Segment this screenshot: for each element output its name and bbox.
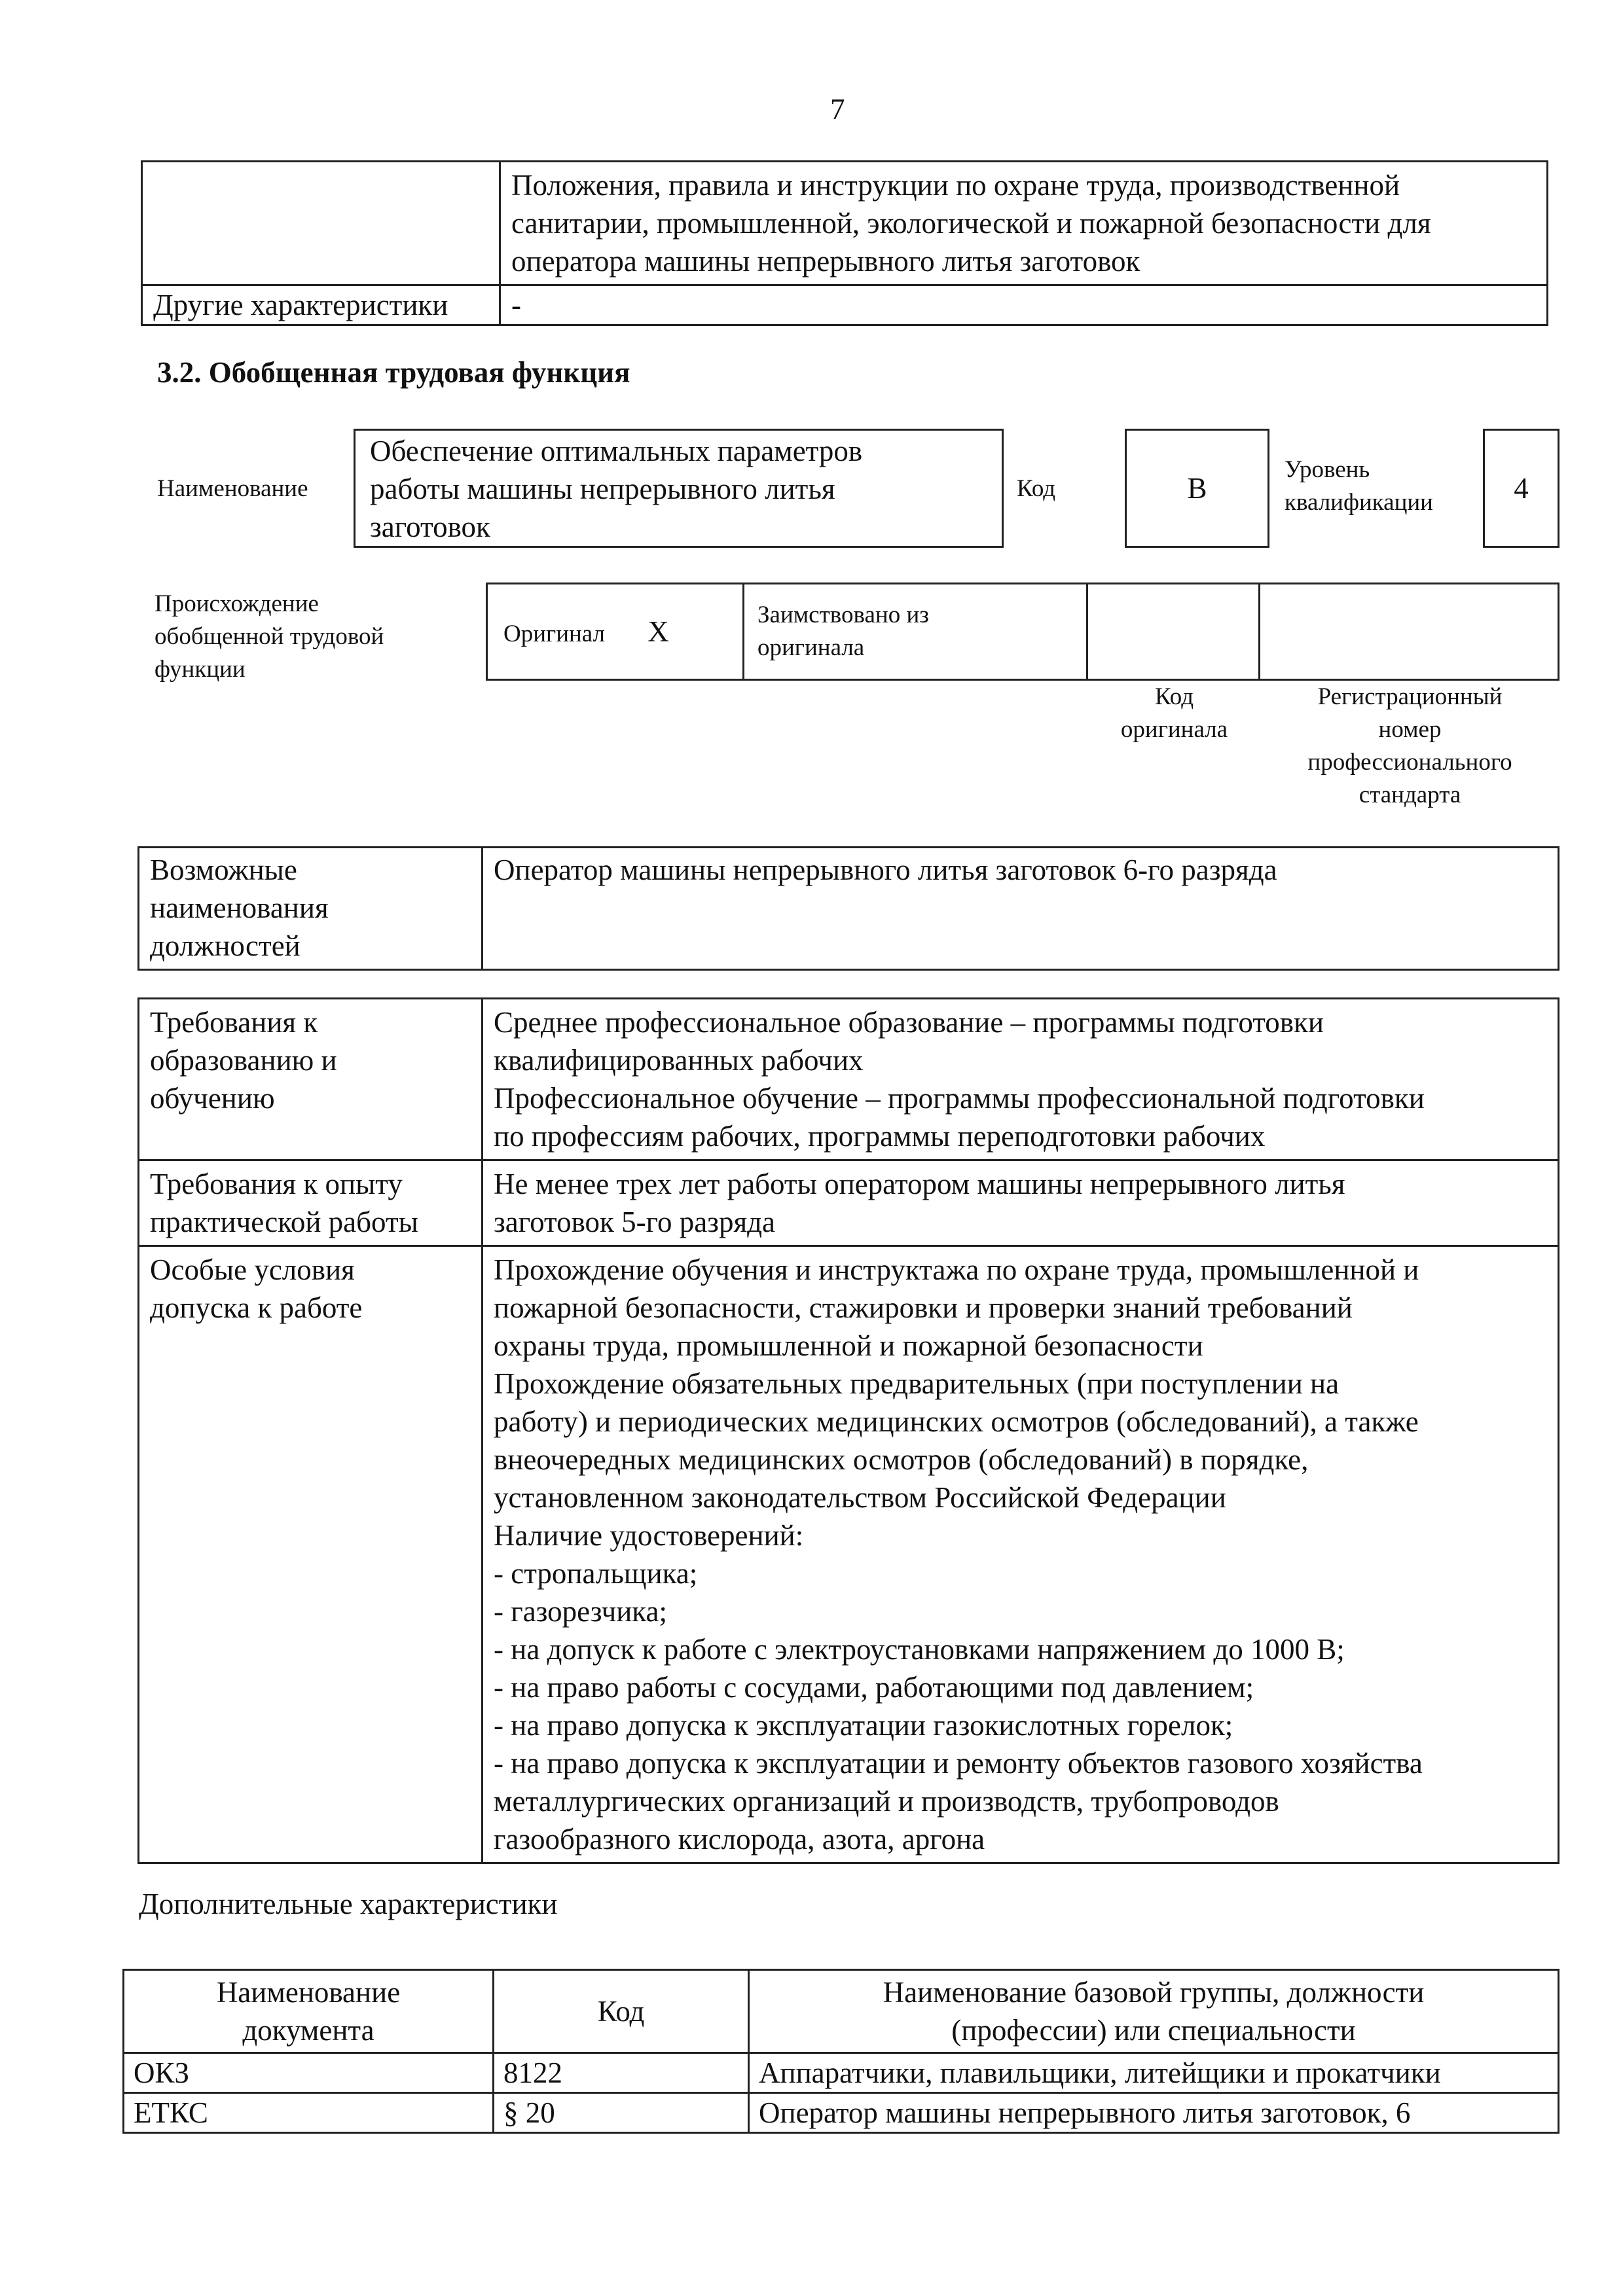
code-caption-line: Код	[1154, 683, 1194, 710]
requirement-value-line: установленном законодательством Российской Федерации	[494, 1481, 1226, 1514]
group-cell: Оператор машины непрерывного литья заготовок, 6	[749, 2093, 1559, 2133]
borrowed-line: Заимствовано из	[757, 601, 929, 628]
requirement-label-line: Особые условия	[150, 1253, 355, 1286]
education-row	[139, 999, 1559, 1160]
borrowed-cell	[744, 584, 1087, 680]
requirement-value-line: работу) и периодических медицинских осмотров (обследований), а также	[494, 1405, 1419, 1438]
section-title: 3.2. Обобщенная трудовая функция	[157, 356, 630, 389]
requirement-label-line: образованию и	[150, 1044, 337, 1077]
additional-table	[122, 1969, 1559, 2134]
requirements-table	[137, 997, 1559, 1864]
function-name-line: работы машины непрерывного литья	[370, 473, 835, 505]
positions-table	[137, 846, 1559, 971]
positions-label-line: должностей	[150, 929, 301, 962]
experience-value-cell	[483, 1160, 1559, 1246]
table-row	[124, 2093, 1559, 2133]
top-table	[141, 160, 1548, 326]
requirement-value-line: - стропальщика;	[494, 1557, 698, 1590]
function-name-box	[354, 429, 1004, 548]
knowledge-row	[142, 162, 1548, 285]
origin-label-line: обобщенной трудовой	[155, 623, 384, 650]
level-value-box: 4	[1483, 429, 1559, 548]
requirement-value-line: заготовок 5-го разряда	[494, 1206, 776, 1238]
doc-cell: ЕТКС	[124, 2093, 494, 2133]
requirement-value-line: - газорезчика;	[494, 1595, 667, 1628]
additional-header-row	[124, 1970, 1559, 2053]
group-header-line: Наименование базовой группы, должности	[883, 1976, 1425, 2009]
requirement-label-line: практической работы	[150, 1206, 418, 1238]
positions-label-cell	[139, 848, 483, 970]
original-cell	[487, 584, 744, 680]
knowledge-line: оператора машины непрерывного литья заготовок	[511, 245, 1140, 278]
knowledge-label-cell	[142, 162, 500, 285]
level-label-line: квалификации	[1285, 489, 1433, 516]
level-label	[1285, 454, 1433, 519]
group-cell: Аппаратчики, плавильщики, литейщики и прокатчики	[749, 2053, 1559, 2093]
function-name-line: заготовок	[370, 511, 490, 543]
registration-caption-line: Регистрационный	[1317, 683, 1503, 710]
requirement-value-line: внеочередных медицинских осмотров (обследований) в порядке,	[494, 1443, 1309, 1476]
experience-row	[139, 1160, 1559, 1246]
positions-label-line: наименования	[150, 891, 329, 924]
code-caption-line: оригинала	[1120, 716, 1228, 743]
requirement-value-line: квалифицированных рабочих	[494, 1044, 864, 1077]
knowledge-value-cell	[500, 162, 1548, 285]
special-conditions-value-cell	[483, 1246, 1559, 1863]
positions-value-cell: Оператор машины непрерывного литья заготовок 6-го разряда	[483, 848, 1559, 970]
requirement-value-line: Профессиональное обучение – программы профессиональной подготовки	[494, 1082, 1425, 1115]
requirement-label-line: обучению	[150, 1082, 275, 1115]
requirement-value-line: металлургических организаций и производств, трубопроводов	[494, 1785, 1279, 1818]
other-characteristics-label: Другие характеристики	[142, 285, 500, 325]
requirement-value-line: пожарной безопасности, стажировки и проверки знаний требований	[494, 1291, 1353, 1324]
education-label-cell	[139, 999, 483, 1160]
education-value-cell	[483, 999, 1559, 1160]
page-number: 7	[830, 93, 845, 126]
origin-table	[486, 583, 1559, 681]
requirement-value-line: Наличие удостоверений:	[494, 1519, 804, 1552]
registration-caption-line: стандарта	[1359, 781, 1461, 808]
requirement-value-line: Среднее профессиональное образование – программы подготовки	[494, 1006, 1324, 1039]
original-code-cell	[1087, 584, 1260, 680]
registration-caption-line: номер	[1378, 716, 1442, 743]
requirement-label-line: Требования к опыту	[150, 1168, 403, 1200]
knowledge-line: санитарии, промышленной, экологической и пожарной безопасности для	[511, 207, 1431, 240]
original-mark: X	[647, 615, 669, 648]
requirement-value-line: охраны труда, промышленной и пожарной безопасности	[494, 1329, 1203, 1362]
doc-header-line: документа	[242, 2014, 374, 2047]
additional-title: Дополнительные характеристики	[139, 1888, 558, 1920]
registration-caption-line: профессионального	[1307, 749, 1512, 776]
origin-label-line: Происхождение	[155, 590, 319, 617]
origin-label	[155, 588, 384, 686]
requirement-value-line: - на право допуска к эксплуатации и ремонту объектов газового хозяйства	[494, 1747, 1423, 1780]
code-cell: § 20	[494, 2093, 749, 2133]
group-header	[749, 1970, 1559, 2053]
table-row	[124, 2053, 1559, 2093]
requirement-label-line: допуска к работе	[150, 1291, 363, 1324]
special-conditions-row	[139, 1246, 1559, 1863]
positions-label-line: Возможные	[150, 853, 297, 886]
other-characteristics-value: -	[500, 285, 1548, 325]
code-cell: 8122	[494, 2053, 749, 2093]
other-characteristics-row	[142, 285, 1548, 325]
special-conditions-label-cell	[139, 1246, 483, 1863]
registration-caption	[1260, 681, 1559, 812]
group-header-line: (профессии) или специальности	[951, 2014, 1356, 2047]
origin-label-line: функции	[155, 656, 246, 683]
experience-label-cell	[139, 1160, 483, 1246]
requirement-value-line: - на право допуска к эксплуатации газокислотных горелок;	[494, 1709, 1233, 1742]
requirement-value-line: Не менее трех лет работы оператором машины непрерывного литья	[494, 1168, 1345, 1200]
doc-cell: ОКЗ	[124, 2053, 494, 2093]
requirement-value-line: Прохождение обязательных предварительных (при поступлении на	[494, 1367, 1340, 1400]
requirement-value-line: - на право работы с сосудами, работающими под давлением;	[494, 1671, 1254, 1704]
knowledge-line: Положения, правила и инструкции по охране труда, производственной	[511, 169, 1400, 202]
registration-number-cell	[1260, 584, 1559, 680]
level-label-line: Уровень	[1285, 456, 1370, 483]
requirement-value-line: газообразного кислорода, азота, аргона	[494, 1823, 985, 1856]
function-name-line: Обеспечение оптимальных параметров	[370, 435, 863, 467]
original-label: Оригинал	[503, 620, 606, 647]
code-label: Код	[1017, 475, 1056, 502]
requirement-value-line: по профессиям рабочих, программы переподготовки рабочих	[494, 1120, 1266, 1153]
code-caption	[1088, 681, 1260, 746]
doc-header-line: Наименование	[216, 1976, 401, 2009]
doc-header	[124, 1970, 494, 2053]
code-value-box: B	[1125, 429, 1269, 548]
requirement-label-line: Требования к	[150, 1006, 318, 1039]
requirement-value-line: - на допуск к работе с электроустановками напряжением до 1000 В;	[494, 1633, 1345, 1666]
name-label: Наименование	[157, 475, 308, 502]
code-header: Код	[494, 1970, 749, 2053]
requirement-value-line: Прохождение обучения и инструктажа по охране труда, промышленной и	[494, 1253, 1419, 1286]
borrowed-line: оригинала	[757, 634, 865, 661]
